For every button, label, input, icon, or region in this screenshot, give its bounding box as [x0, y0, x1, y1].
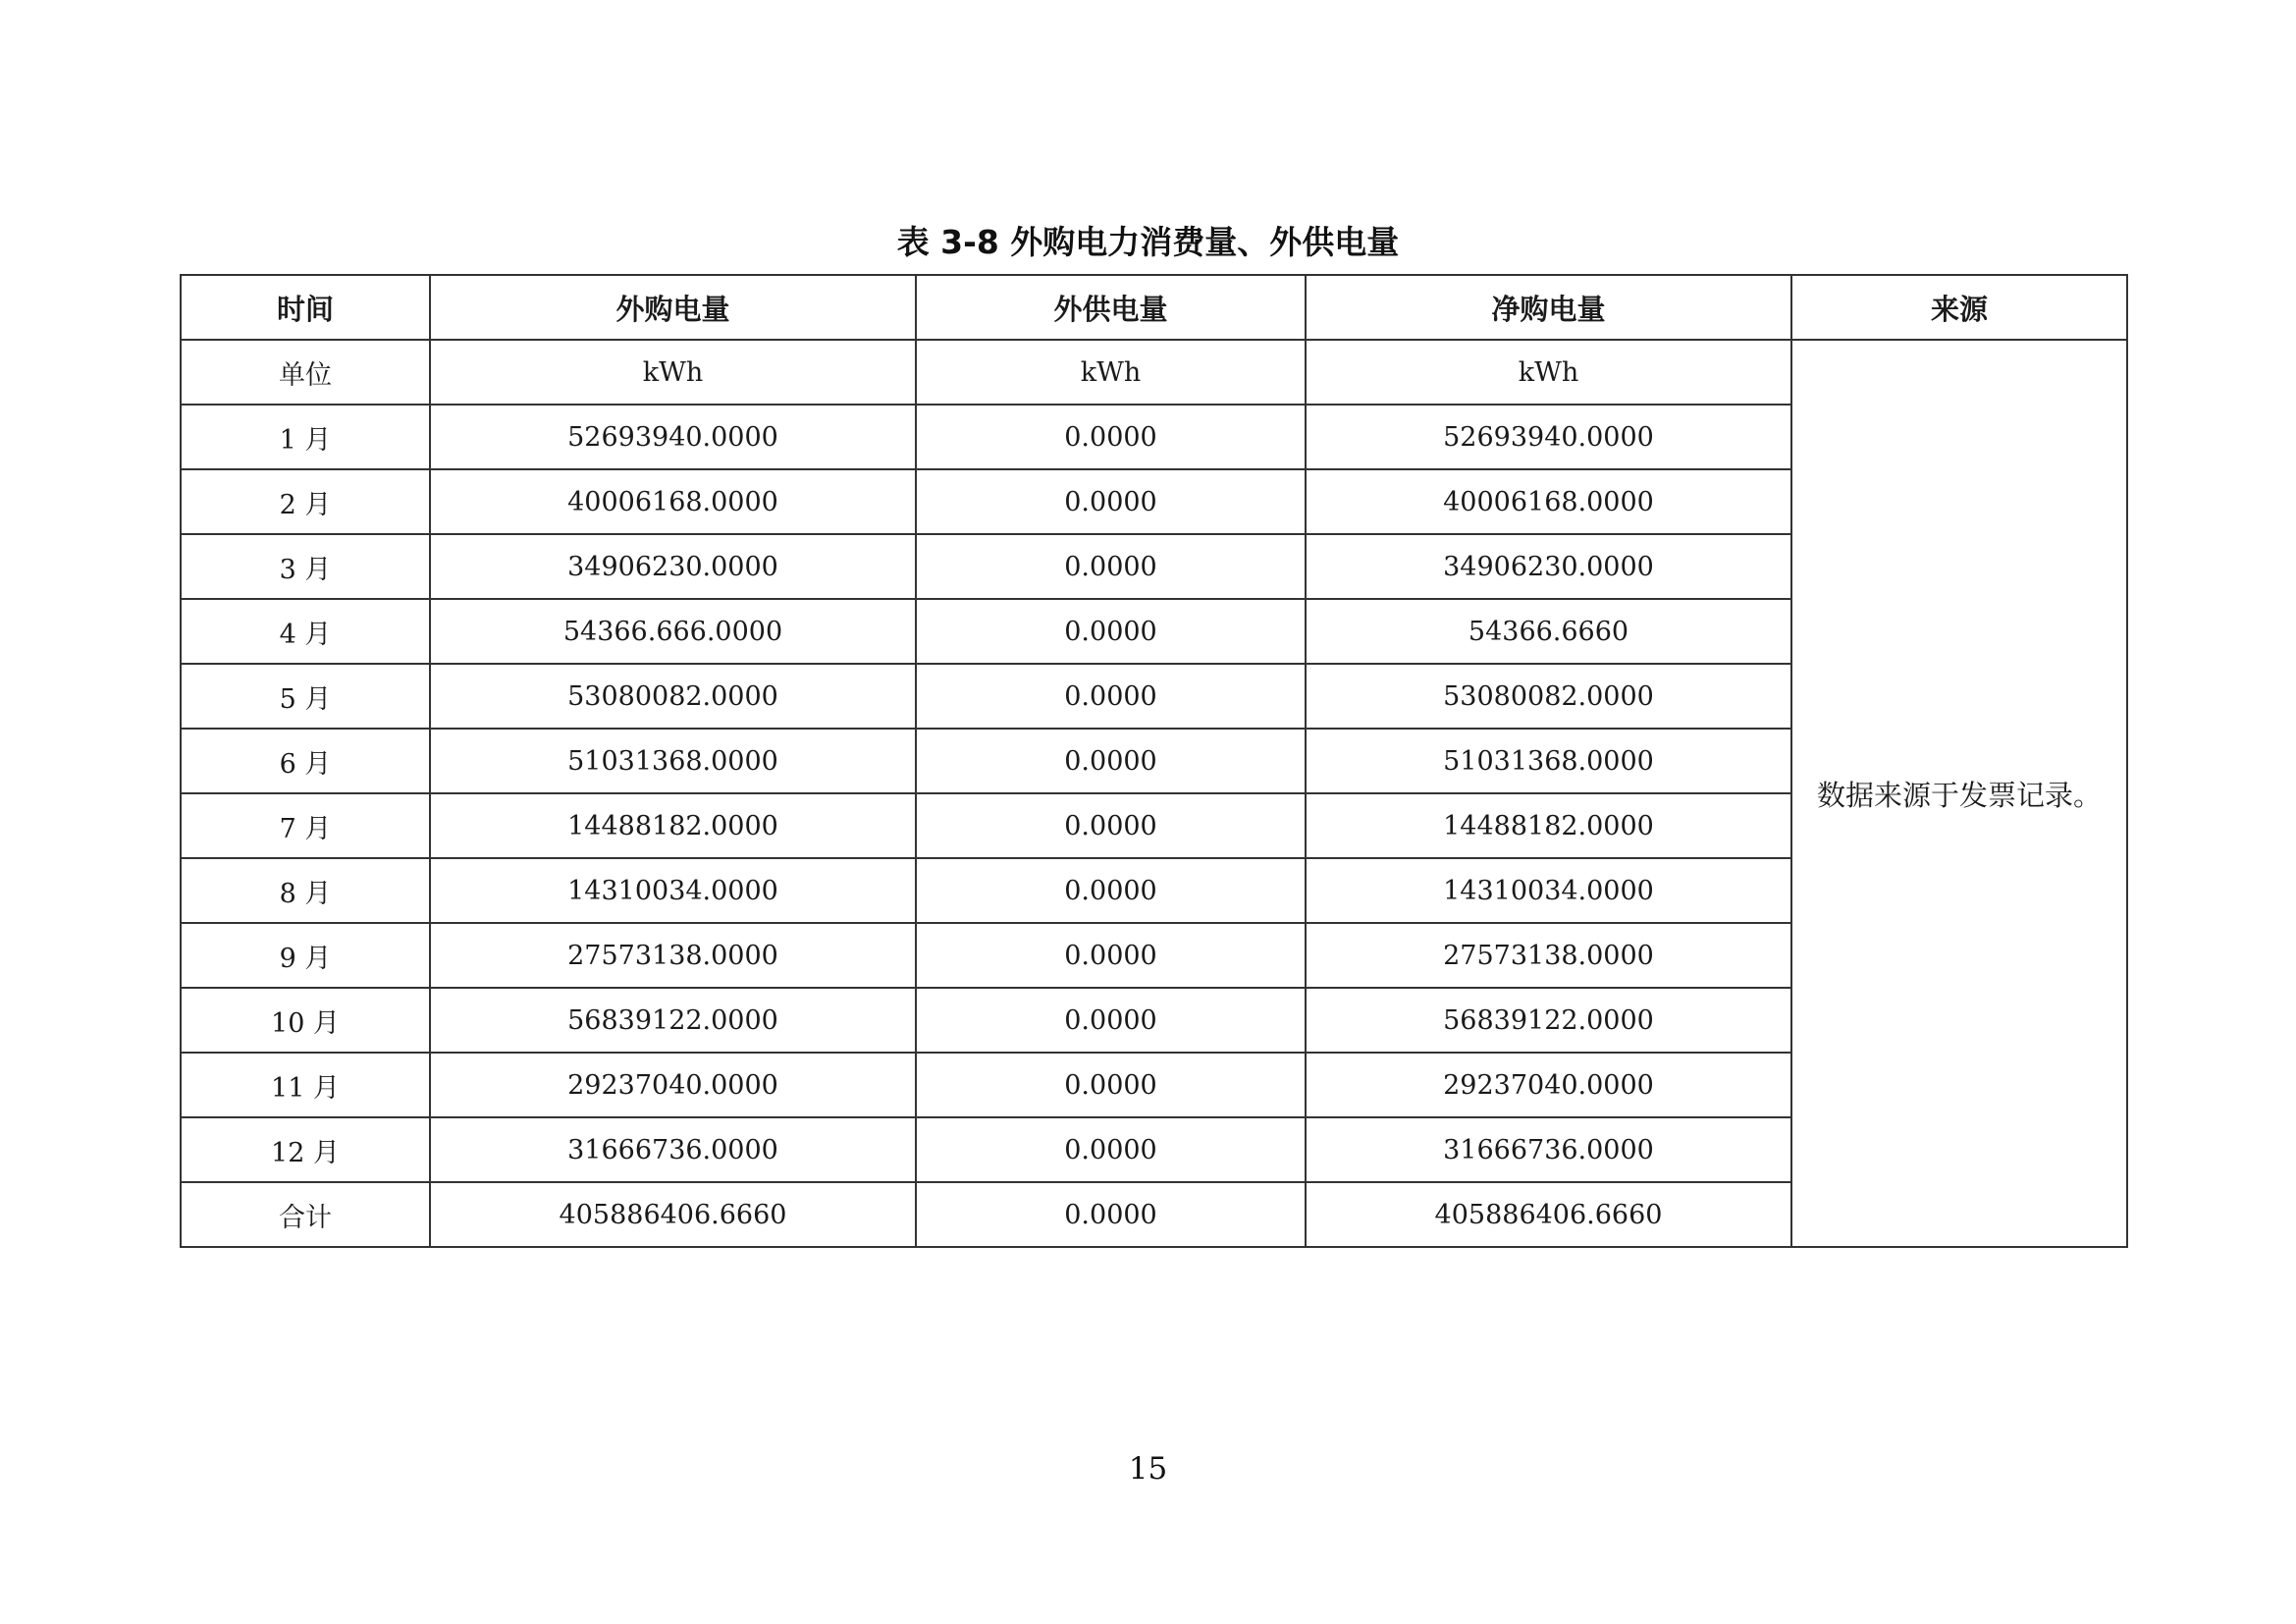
table-caption: 表 3-8 外购电力消费量、外供电量	[896, 223, 1400, 261]
page-number: 15	[1128, 1451, 1168, 1487]
cell-supplied: 0.0000	[916, 469, 1306, 534]
cell-net: 14310034.0000	[1306, 858, 1791, 923]
cell-net: 31666736.0000	[1306, 1117, 1791, 1182]
cell-supplied: 0.0000	[916, 858, 1306, 923]
cell-time: 9 月	[181, 923, 430, 988]
header-row	[181, 275, 2127, 340]
cell-time: 3 月	[181, 534, 430, 599]
cell-supplied: 0.0000	[916, 1053, 1306, 1117]
cell-supplied: 0.0000	[916, 1182, 1306, 1247]
header-time: 时间	[181, 275, 430, 340]
cell-time: 11 月	[181, 1053, 430, 1117]
cell-purchased: 29237040.0000	[430, 1053, 916, 1117]
cell-purchased: 14488182.0000	[430, 793, 916, 858]
cell-supplied: 0.0000	[916, 923, 1306, 988]
cell-net: 405886406.6660	[1306, 1182, 1791, 1247]
header-purchased: 外购电量	[430, 275, 916, 340]
cell-supplied: 0.0000	[916, 599, 1306, 664]
electricity-table	[180, 274, 2128, 1248]
cell-net: 51031368.0000	[1306, 729, 1791, 793]
cell-time: 4 月	[181, 599, 430, 664]
cell-purchased: 52693940.0000	[430, 405, 916, 469]
cell-purchased: 31666736.0000	[430, 1117, 916, 1182]
header-net: 净购电量	[1306, 275, 1791, 340]
cell-time: 7 月	[181, 793, 430, 858]
cell-supplied: 0.0000	[916, 793, 1306, 858]
cell-purchased: 405886406.6660	[430, 1182, 916, 1247]
cell-purchased: kWh	[430, 340, 916, 405]
cell-net: 52693940.0000	[1306, 405, 1791, 469]
cell-net: 53080082.0000	[1306, 664, 1791, 729]
table-header	[181, 275, 2127, 340]
cell-purchased: 27573138.0000	[430, 923, 916, 988]
cell-supplied: 0.0000	[916, 988, 1306, 1053]
table-row	[181, 340, 2127, 405]
cell-supplied: 0.0000	[916, 664, 1306, 729]
cell-net: 54366.6660	[1306, 599, 1791, 664]
cell-supplied: 0.0000	[916, 534, 1306, 599]
cell-supplied: 0.0000	[916, 1117, 1306, 1182]
cell-time: 2 月	[181, 469, 430, 534]
cell-supplied: 0.0000	[916, 405, 1306, 469]
cell-time: 5 月	[181, 664, 430, 729]
header-source: 来源	[1791, 275, 2127, 340]
cell-net: kWh	[1306, 340, 1791, 405]
cell-purchased: 56839122.0000	[430, 988, 916, 1053]
table-body	[181, 340, 2127, 1247]
cell-purchased: 14310034.0000	[430, 858, 916, 923]
cell-time: 6 月	[181, 729, 430, 793]
cell-net: 40006168.0000	[1306, 469, 1791, 534]
cell-supplied: 0.0000	[916, 729, 1306, 793]
cell-time: 8 月	[181, 858, 430, 923]
cell-time: 10 月	[181, 988, 430, 1053]
cell-net: 29237040.0000	[1306, 1053, 1791, 1117]
cell-purchased: 34906230.0000	[430, 534, 916, 599]
cell-time: 1 月	[181, 405, 430, 469]
cell-purchased: 53080082.0000	[430, 664, 916, 729]
cell-purchased: 40006168.0000	[430, 469, 916, 534]
header-supplied: 外供电量	[916, 275, 1306, 340]
cell-net: 34906230.0000	[1306, 534, 1791, 599]
cell-purchased: 51031368.0000	[430, 729, 916, 793]
cell-source-note: 数据来源于发票记录。	[1791, 340, 2127, 1247]
cell-net: 27573138.0000	[1306, 923, 1791, 988]
cell-time: 单位	[181, 340, 430, 405]
cell-supplied: kWh	[916, 340, 1306, 405]
cell-net: 56839122.0000	[1306, 988, 1791, 1053]
cell-time: 合计	[181, 1182, 430, 1247]
cell-time: 12 月	[181, 1117, 430, 1182]
cell-purchased: 54366.666.0000	[430, 599, 916, 664]
cell-net: 14488182.0000	[1306, 793, 1791, 858]
